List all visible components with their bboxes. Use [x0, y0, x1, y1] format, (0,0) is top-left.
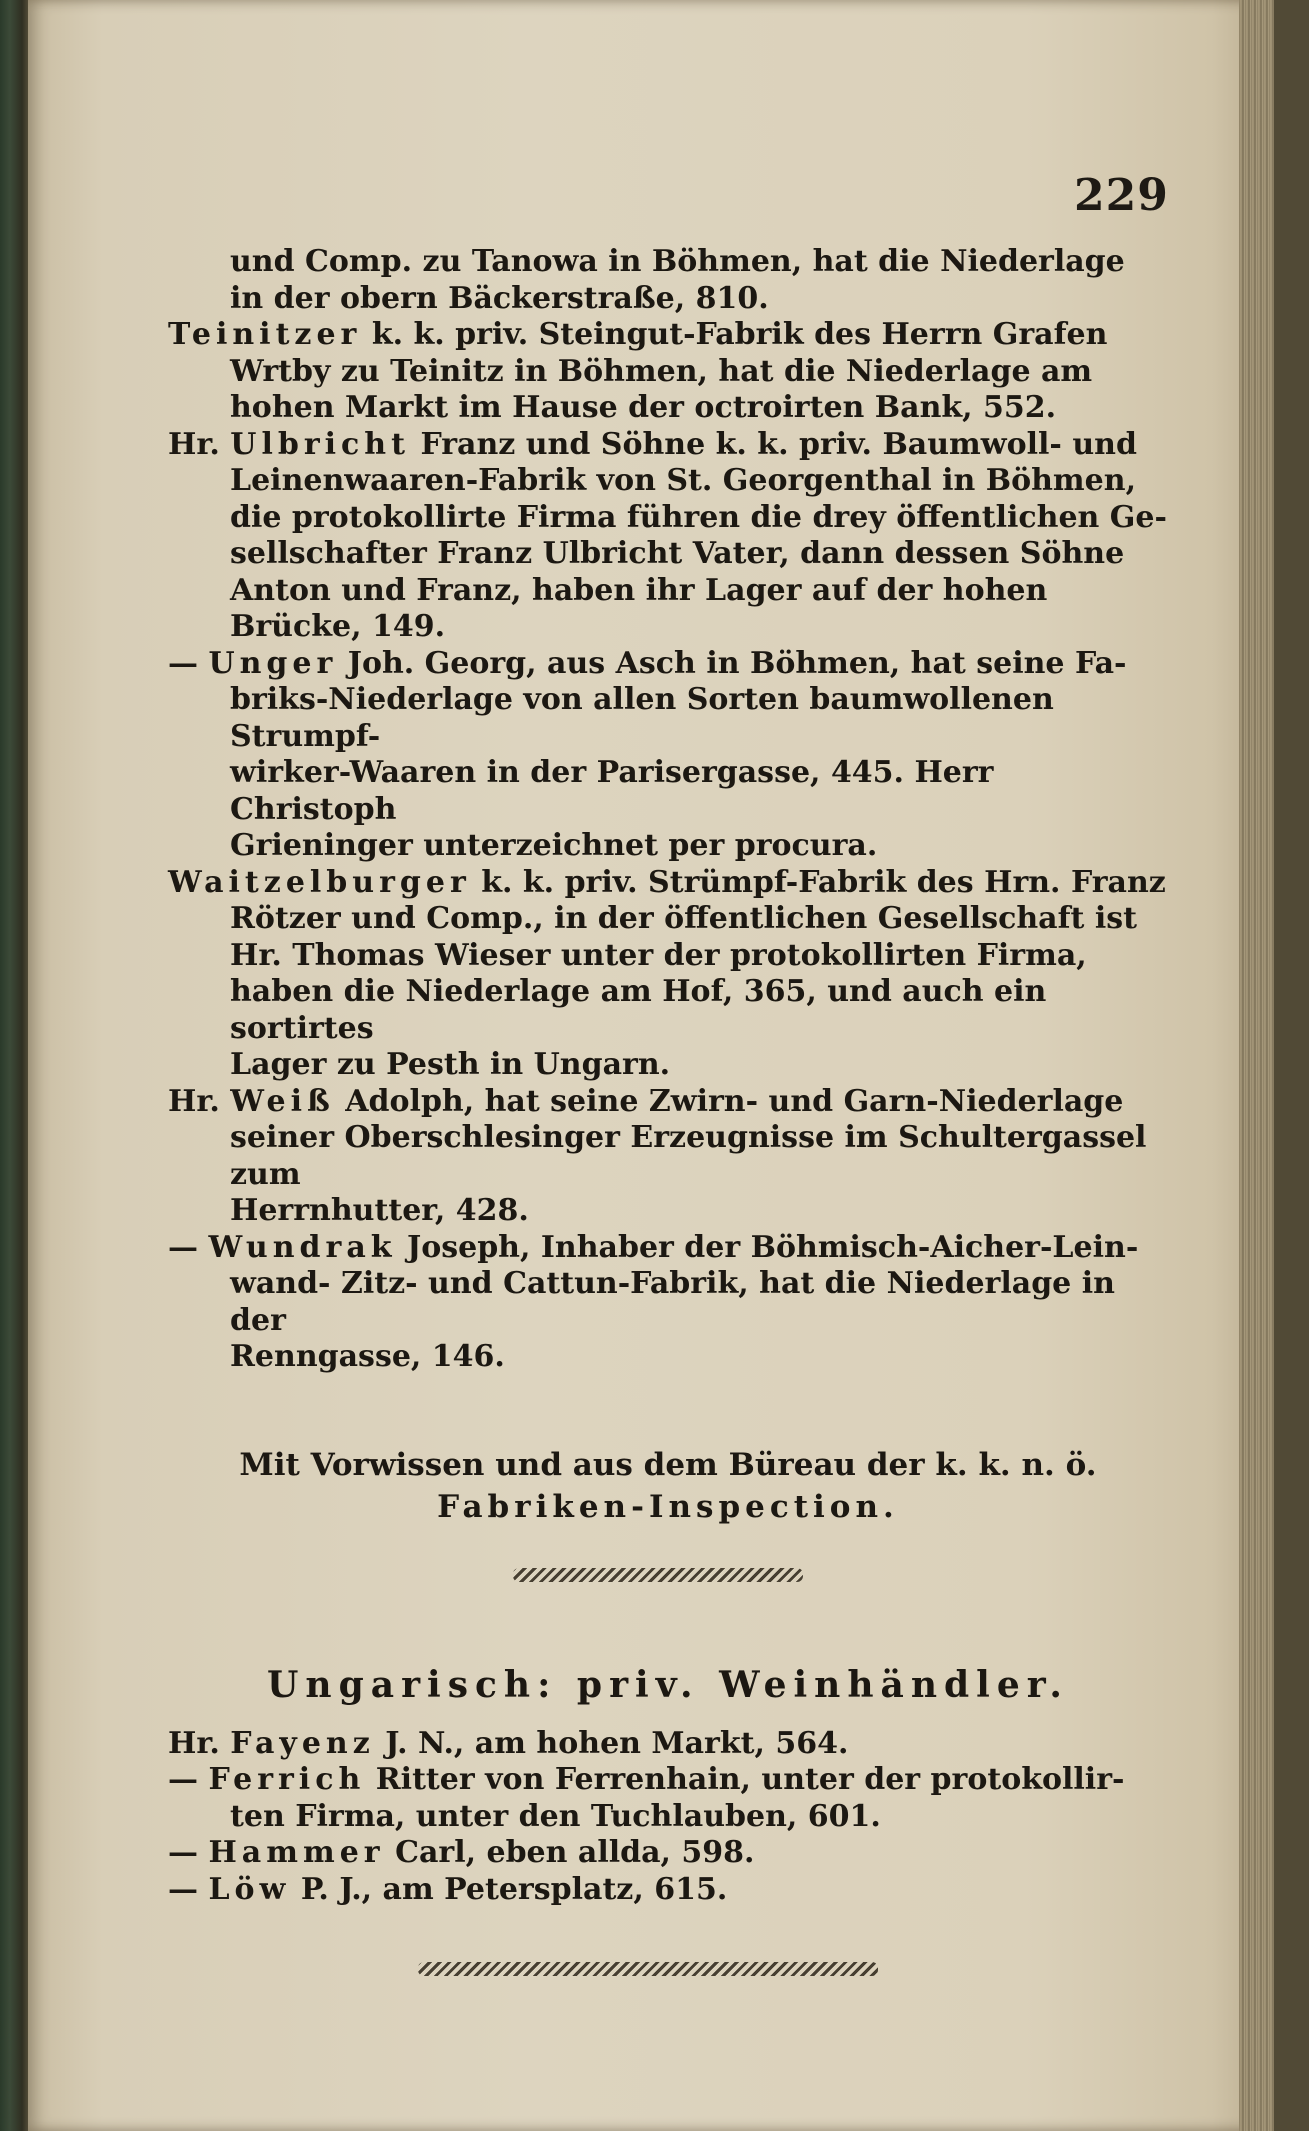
merchant-name: Hammer — [208, 1835, 385, 1870]
firm-name: Unger — [208, 645, 338, 681]
page-text — [168, 244, 1168, 1976]
entry-fayenz: Hr. Fayenz J. N., am hohen Markt, 564. — [168, 1725, 849, 1761]
section-title: Ungarisch: priv. Weinhändler. — [267, 1663, 1069, 1706]
entry-hammer: — Hammer Carl, eben allda, 598. — [168, 1835, 755, 1870]
entry-continuation: und Comp. zu Tanowa in Böhmen, hat die Niederlage in der obern Bäckerstraße, 810. — [230, 244, 1125, 316]
footer-note: Mit Vorwissen und aus dem Büreau der k. k. n. ö. Fabriken-Inspection. — [239, 1446, 1097, 1525]
entry-unger: — Unger Joh. Georg, aus Asch in Böhmen, hat seine Fa- briks-Niederlage von allen Sorten baumwollenen Strumpf- wirker-Waaren in der Parisergasse, 445. Herr Christoph Grieninger unterzeichnet per procura. — [168, 645, 1127, 863]
merchant-name: Ferrich — [208, 1762, 366, 1797]
merchant-name: Löw — [208, 1871, 291, 1907]
firm-name: Wundrak — [208, 1229, 397, 1265]
page-edges — [1239, 0, 1274, 2131]
firm-name: Teinitzer — [168, 317, 362, 352]
entry-ulbricht: Hr. Ulbricht Franz und Söhne k. k. priv. Baumwoll- und Leinenwaaren-Fabrik von St. Georgenthal in Böhmen, die protokollirte Firma führen die drey öffentlichen Ge- sellschafter Franz Ulbricht Vater, dann dessen Söhne Anton und Franz, haben ihr Lager auf der hohen Brücke, 149. — [168, 426, 1167, 644]
ornament-divider-bottom — [418, 1962, 878, 1976]
entry-waitzelburger: Waitzelburger k. k. priv. Strümpf-Fabrik des Hrn. Franz Rötzer und Comp., in der öffentlichen Gesellschaft ist Hr. Thomas Wieser unter der protokollirten Firma, haben die Niederlage am Hof, 365, und auch ein sortirtes Lager zu Pesth in Ungarn. — [168, 864, 1166, 1082]
merchant-name: Fayenz — [230, 1725, 375, 1761]
entry-teinitzer: Teinitzer k. k. priv. Steingut-Fabrik des Herrn Grafen Wrtby zu Teinitz in Böhmen, hat die Niederlage am hohen Markt im Hause der octroirten Bank, 552. — [168, 317, 1108, 425]
entry-ferrich: — Ferrich Ritter von Ferrenhain, unter der protokollir- ten Firma, unter den Tuchlauben, 601. — [168, 1762, 1125, 1834]
firm-name: Waitzelburger — [168, 864, 471, 900]
entry-weiss: Hr. Weiß Adolph, hat seine Zwirn- und Garn-Niederlage seiner Oberschlesinger Erzeugnisse im Schultergassel zum Herrnhutter, 428. — [168, 1083, 1147, 1228]
firm-name: Ulbricht — [230, 426, 410, 462]
firm-name: Weiß — [230, 1083, 335, 1119]
entry-wundrak: — Wundrak Joseph, Inhaber der Böhmisch-Aicher-Lein- wand- Zitz- und Cattun-Fabrik, hat die Niederlage in der Renngasse, 146. — [168, 1229, 1139, 1374]
entry-loew: — Löw P. J., am Petersplatz, 615. — [168, 1871, 728, 1907]
page-number: 229 — [1074, 170, 1169, 221]
ornament-divider — [513, 1568, 803, 1582]
book-page — [28, 0, 1274, 2131]
wine-merchant-list — [168, 1726, 1168, 1909]
